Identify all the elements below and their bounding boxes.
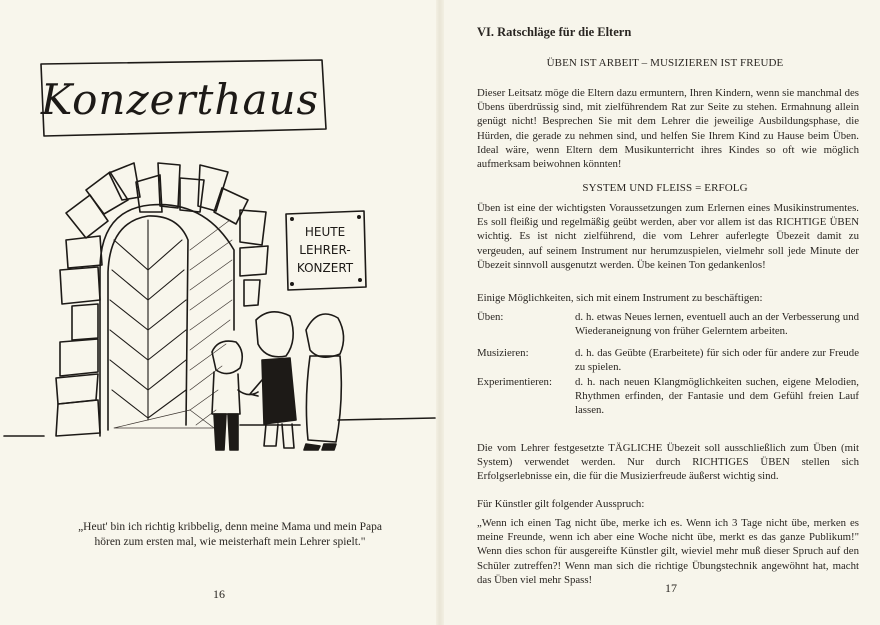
definition-row-experimentieren: [477, 375, 859, 418]
caption-line-1: „Heut' bin ich richtig kribbelig, denn meine Mama und mein Papa: [78, 521, 382, 533]
definition-row-musizieren: [477, 346, 859, 374]
poster-line-3: KONZERT: [296, 261, 354, 275]
boy-figure-icon: [212, 341, 258, 450]
possibilities-intro: Einige Möglichkeiten, sich mit einem Instrument zu beschäftigen:: [477, 292, 763, 304]
concert-hall-illustration: [0, 0, 440, 470]
caption-line-2: hören zum ersten mal, wie meisterhaft mein Lehrer spielt.": [94, 536, 366, 548]
definition-term: Musizieren:: [477, 347, 529, 359]
daily-practice-paragraph: Die vom Lehrer festgesetzte TÄGLICHE Übezeit soll ausschließlich zum Üben (mit System) verwendet werden. Nur durch RICHTIGES ÜBEN stellen sich Erfolgserlebnisse ein, die für die Musizierfreude äußerst wichtig sind.: [477, 442, 859, 483]
poster-line-2: LEHRER-: [299, 243, 351, 257]
section-heading-2: SYSTEM UND FLEISS = ERFOLG: [582, 182, 748, 194]
definition-desc: d. h. nach neuen Klangmöglichkeiten suchen, eigene Melodien, Rhythmen erfinden, der Fantasie und dem Gefühl freien Lauf lassen.: [575, 376, 859, 417]
page-number-left: 16: [213, 587, 225, 601]
chapter-title: VI. Ratschläge für die Eltern: [477, 25, 632, 39]
mother-figure-icon: [250, 312, 296, 448]
section-paragraph-2: Üben ist eine der wichtigsten Voraussetzungen zum Erlernen eines Musikinstrumentes. Es soll fleißig und regelmäßig geübt werden, aber vor allem ist das RICHTIGE ÜBEN wichtig. Es ist nicht zielführend, die vom Lehrer auferlegte Übezeit damit zu vergeuden, auf seinem Instrument nur herumzuspielen, vielmehr soll jede Minute der Übezeit sinnvoll ausgenutzt werden. Übe keinen Ton gedankenlos!: [477, 202, 859, 271]
definition-desc: d. h. etwas Neues lernen, eventuell auch an der Verbesserung und Wiederaneignung von früher Gelerntem arbeiten.: [575, 311, 859, 338]
definition-term: Experimentieren:: [477, 376, 552, 388]
poster-line-1: HEUTE: [304, 225, 346, 239]
definition-desc: d. h. das Geübte (Erarbeitete) für sich oder für andere zur Freude zu spielen.: [575, 347, 859, 374]
page-number-right: 17: [665, 581, 677, 595]
artists-intro: Für Künstler gilt folgender Ausspruch:: [477, 498, 645, 510]
definition-term: Üben:: [477, 311, 504, 323]
section-heading-1: ÜBEN IST ARBEIT – MUSIZIEREN IST FREUDE: [546, 57, 784, 69]
section-paragraph-1: Dieser Leitsatz möge die Eltern dazu ermuntern, Ihren Kindern, wenn sie manchmal des Übens überdrüssig sind, mit zielführendem Rat zur Seite zu stehen. Ermahnung allein genügt nicht! Besprechen Sie mit dem Lehrer die jeweilige Ausbildungsphase, die Hürden, die gerade zu nehmen sind, und helfen Sie Ihrem Kind zu Hause beim Üben. Ideal wäre, wenn Eltern dem Musikunterricht ihres Kindes so oft wie möglich aufmerksam beiwohnen könnten!: [477, 87, 859, 171]
father-figure-icon: [304, 314, 344, 450]
definition-row-ueben: [477, 310, 859, 338]
quote-paragraph: „Wenn ich einen Tag nicht übe, merke ich es. Wenn ich 3 Tage nicht übe, merken es meine Freunde, wenn ich aber eine Woche nicht übe, merkt es das ganze Publikum!" Wenn dies schon für ausgereifte Künstler gilt, wieviel mehr muß dieser Spruch auf den Schüler zutreffen?! Wenn man sich die richtige Übungstechnik angewöhnt hat, macht das Üben viel mehr Spass!: [477, 517, 859, 586]
book-gutter: [436, 0, 444, 625]
door-frame-icon: [100, 205, 234, 436]
sign-title-text: Konzerthaus: [40, 75, 320, 124]
illustration-caption: [40, 520, 420, 550]
